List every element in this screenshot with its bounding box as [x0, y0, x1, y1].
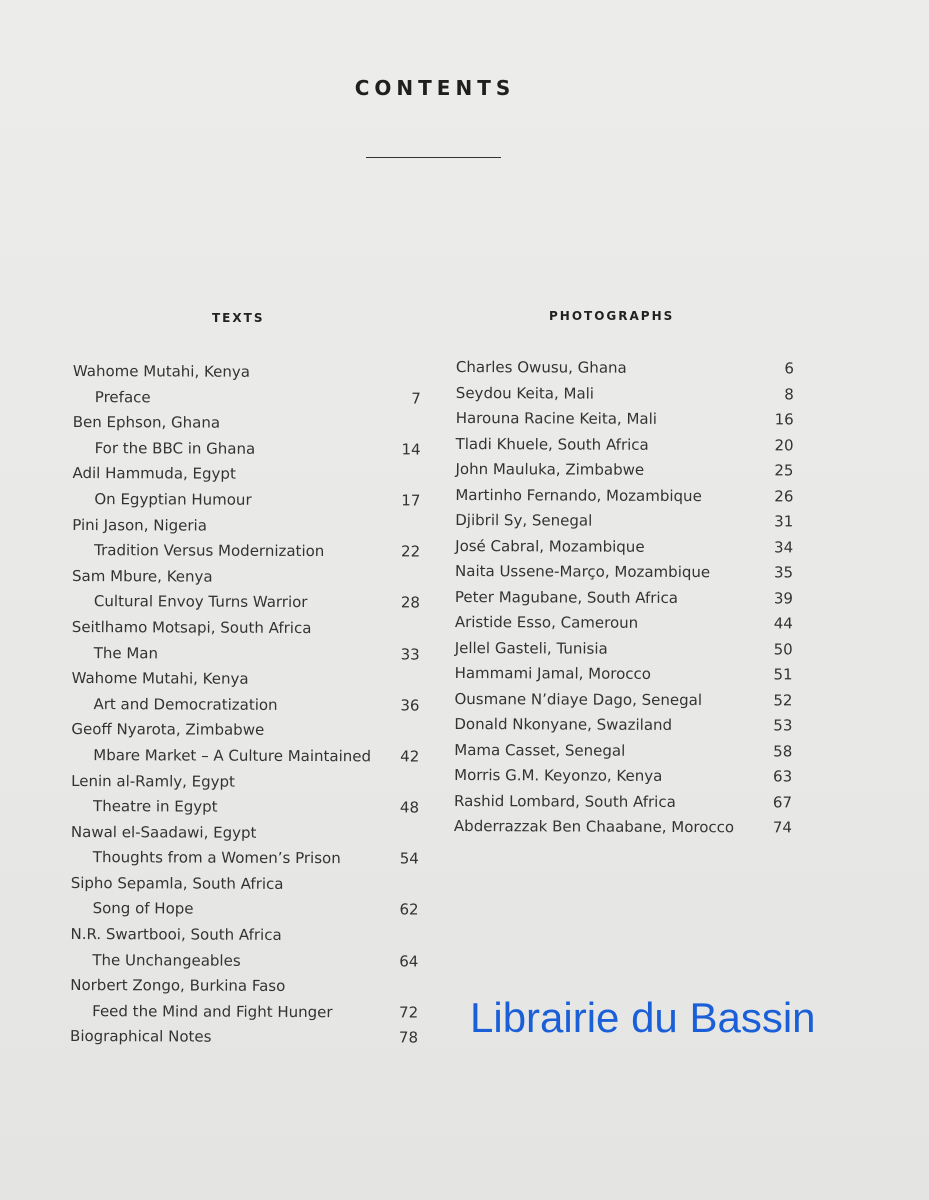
photographer-row: [454, 788, 799, 815]
text-title-row: [72, 589, 432, 616]
text-title-row: [70, 948, 430, 975]
text-author-row: [71, 820, 431, 847]
text-title-row: [72, 538, 432, 565]
photographer-name: Jellel Gasteli, Tunisia: [454, 638, 608, 658]
photograph-page-number: 63: [773, 767, 793, 786]
text-page-number: 64: [399, 952, 419, 971]
photograph-page-number: 31: [774, 512, 794, 531]
text-title-row: [73, 385, 433, 412]
photographer-name: Mama Casset, Senegal: [454, 740, 626, 760]
photograph-page-number: 6: [784, 359, 794, 378]
text-title: For the BBC in Ghana: [94, 438, 256, 458]
photographer-row: [455, 482, 800, 509]
photographer-row: [455, 508, 800, 535]
photographer-name: Djibril Sy, Senegal: [455, 510, 593, 530]
photographer-row: [455, 635, 800, 662]
text-title: The Man: [93, 643, 159, 662]
text-author-row: [72, 666, 432, 693]
text-author: Sam Mbure, Kenya: [72, 566, 213, 586]
text-page-number: 7: [411, 389, 421, 408]
photographer-name: Harouna Racine Keita, Mali: [455, 408, 657, 428]
texts-list: [70, 359, 433, 1052]
text-author: Norbert Zongo, Burkina Faso: [70, 976, 286, 996]
text-title-row: [72, 641, 432, 668]
text-title: Theatre in Egypt: [93, 797, 218, 816]
photographer-row: [454, 814, 799, 841]
photographer-name: Abderrazzak Ben Chaabane, Morocco: [453, 816, 735, 837]
text-author-row: [70, 922, 430, 949]
photograph-page-number: 52: [773, 690, 793, 709]
photograph-page-number: 50: [773, 639, 793, 658]
text-title: Tradition Versus Modernization: [94, 541, 325, 561]
text-page-number: 36: [400, 696, 420, 715]
photograph-page-number: 34: [774, 537, 794, 556]
photographer-row: [455, 559, 800, 586]
text-title-row: [71, 845, 431, 872]
photograph-page-number: 16: [774, 410, 794, 429]
photograph-page-number: 25: [774, 461, 794, 480]
photograph-page-number: 51: [773, 665, 793, 684]
text-author: Ben Ephson, Ghana: [72, 413, 221, 432]
photographer-name: John Mauluka, Zimbabwe: [455, 459, 645, 479]
text-page-number: 22: [401, 542, 421, 561]
text-author-row: [72, 564, 432, 591]
text-page-number: 33: [400, 644, 420, 664]
text-page-number: 14: [401, 440, 421, 459]
photograph-page-number: 39: [773, 588, 793, 607]
photograph-page-number: 35: [773, 563, 794, 582]
text-page-number: 54: [399, 849, 419, 868]
photographs-heading: PHOTOGRAPHS: [549, 309, 675, 323]
photographer-row: [454, 763, 799, 790]
title-underline: [366, 157, 501, 158]
text-title-row: [72, 487, 432, 514]
text-author: Nawal el-Saadawi, Egypt: [70, 822, 257, 842]
page-title: CONTENTS: [354, 76, 516, 100]
photographer-name: Ousmane N’diaye Dago, Senegal: [454, 689, 703, 709]
text-title: The Unchangeables: [92, 950, 241, 970]
text-author: Geoff Nyarota, Zimbabwe: [71, 720, 265, 740]
text-title: Art and Democratization: [93, 694, 278, 714]
text-author: N.R. Swartbooi, South Africa: [70, 925, 282, 944]
photograph-page-number: 67: [772, 792, 793, 811]
text-title: Feed the Mind and Fight Hunger: [92, 1001, 333, 1021]
text-title-row: [71, 743, 431, 770]
biographical-notes-row: [70, 1024, 430, 1051]
text-author-row: [71, 717, 431, 744]
photographer-name: José Cabral, Mozambique: [455, 536, 645, 556]
text-title: Mbare Market – A Culture Maintained: [93, 745, 372, 766]
text-page-number: 42: [400, 747, 420, 766]
text-title: On Egyptian Humour: [94, 490, 252, 509]
text-author: Sipho Sepamla, South Africa: [70, 873, 284, 893]
texts-heading: TEXTS: [212, 311, 265, 325]
text-author-row: [71, 768, 431, 795]
photographer-name: Peter Magubane, South Africa: [454, 587, 679, 607]
text-page-number: 72: [399, 1003, 419, 1022]
photographer-name: Hammami Jamal, Morocco: [454, 663, 652, 683]
text-page-number: 48: [399, 798, 420, 817]
text-author-row: [72, 513, 432, 540]
text-author-row: [72, 461, 432, 488]
text-author: Lenin al-Ramly, Egypt: [71, 771, 236, 791]
photographer-name: Morris G.M. Keyonzo, Kenya: [454, 765, 663, 785]
photograph-page-number: 44: [773, 614, 793, 633]
photographer-row: [455, 533, 800, 560]
photographer-row: [455, 457, 800, 484]
text-author-row: [70, 973, 430, 1000]
text-author-row: [72, 615, 432, 642]
text-title-row: [71, 794, 431, 821]
photographer-row: [454, 712, 799, 739]
photographer-name: Martinho Fernando, Mozambique: [455, 485, 702, 505]
photograph-page-number: 20: [774, 435, 794, 454]
text-title: Thoughts from a Women’s Prison: [92, 848, 341, 868]
photographer-row: [456, 431, 801, 458]
photographer-name: Aristide Esso, Cameroun: [454, 612, 639, 632]
photographs-list: [454, 355, 801, 841]
photograph-page-number: 58: [773, 741, 793, 760]
photographer-row: [455, 584, 800, 611]
text-title: Cultural Envoy Turns Warrior: [93, 592, 308, 612]
photographer-name: Donald Nkonyane, Swaziland: [454, 714, 673, 734]
photograph-page-number: 74: [772, 818, 792, 837]
text-author: Wahome Mutahi, Kenya: [71, 669, 249, 688]
photographer-row: [454, 686, 799, 713]
photographer-row: [455, 610, 800, 637]
photograph-page-number: 8: [784, 384, 794, 403]
photographer-row: [456, 355, 801, 382]
photographer-name: Charles Owusu, Ghana: [455, 357, 627, 377]
text-author-row: [73, 359, 433, 386]
photograph-page-number: 53: [773, 716, 793, 735]
text-page-number: 28: [400, 593, 420, 612]
photographer-name: Naita Ussene-Março, Mozambique: [455, 561, 711, 582]
text-page-number: 17: [401, 491, 421, 510]
text-author: Wahome Mutahi, Kenya: [72, 361, 250, 381]
photographer-name: Tladi Khuele, South Africa: [455, 434, 649, 454]
text-title-row: [71, 896, 431, 923]
biographical-notes-label: Biographical Notes: [70, 1027, 212, 1047]
text-author: Seitlhamo Motsapi, South Africa: [71, 617, 312, 637]
text-title: Song of Hope: [92, 899, 194, 918]
photographer-name: Seydou Keita, Mali: [455, 383, 595, 403]
text-author: Pini Jason, Nigeria: [72, 515, 207, 535]
text-title-row: [71, 692, 431, 719]
text-page-number: 62: [399, 900, 419, 919]
photographer-row: [456, 406, 801, 433]
text-title-row: [70, 999, 430, 1026]
text-title-row: [73, 436, 433, 463]
biographical-notes-page: 78: [398, 1028, 419, 1047]
photographer-row: [455, 661, 800, 688]
text-author-row: [71, 871, 431, 898]
text-title: Preface: [94, 387, 151, 406]
photographer-name: Rashid Lombard, South Africa: [454, 791, 676, 811]
photographer-row: [456, 380, 801, 407]
photographer-row: [454, 737, 799, 764]
photograph-page-number: 26: [774, 486, 794, 505]
text-author: Adil Hammuda, Egypt: [72, 464, 236, 484]
bookseller-watermark: Librairie du Bassin: [470, 994, 816, 1041]
text-author-row: [73, 410, 433, 437]
